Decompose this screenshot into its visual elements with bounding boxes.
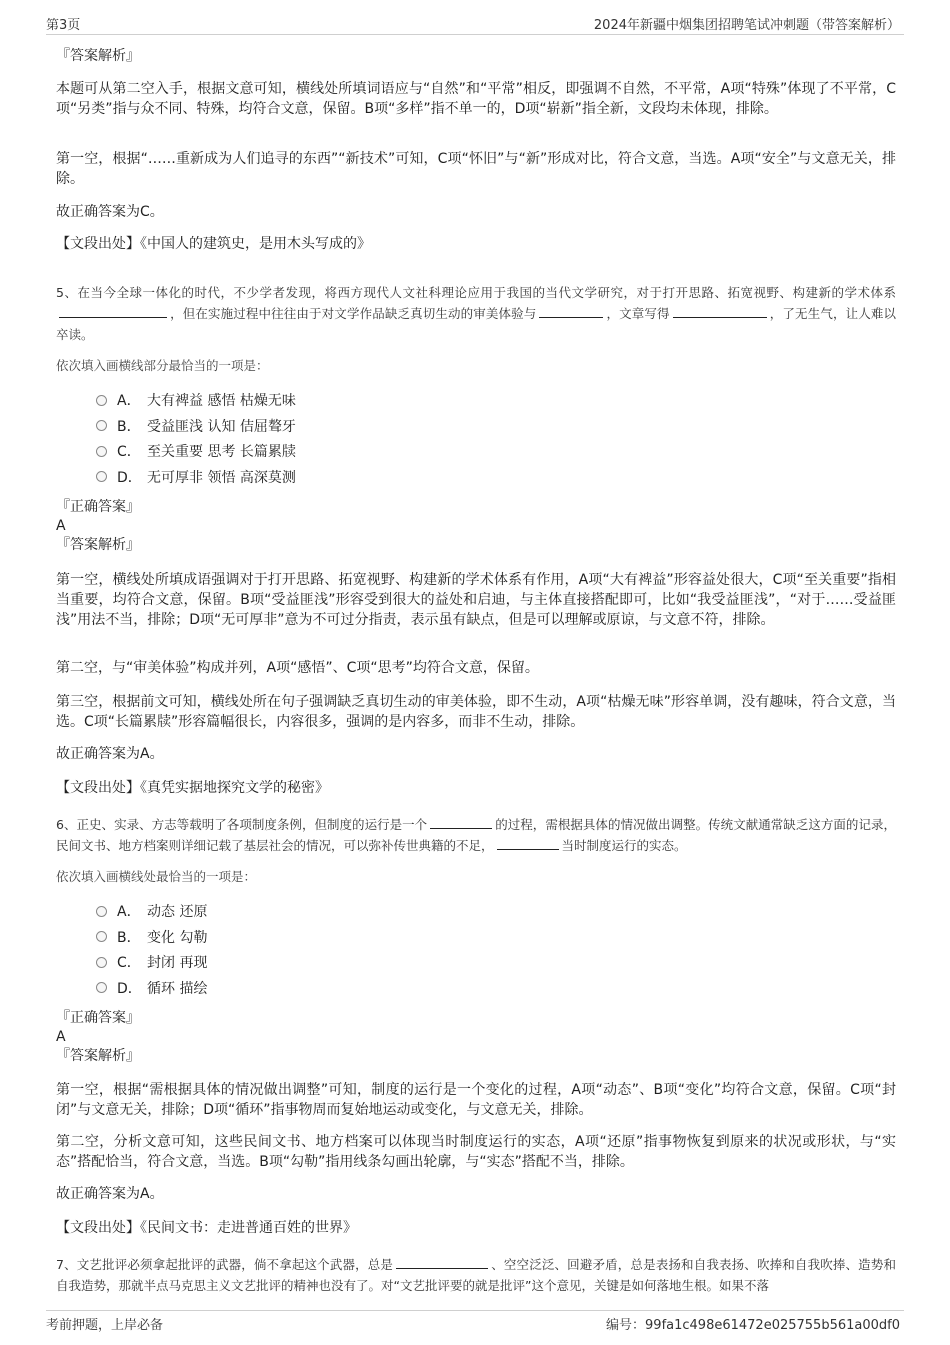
page-footer	[46, 1310, 904, 1333]
analysis-paragraph: 第二空，与“审美体验”构成并列，A项“感悟”、C项“思考”均符合文意，保留。	[56, 660, 539, 676]
question-text	[56, 1254, 896, 1296]
radio-button[interactable]	[96, 395, 107, 406]
analysis-paragraph: 本题可从第二空入手，根据文意可知，横线处所填词语应与“自然”和“平常”相反，即强调不自然，不平常，A项“特殊”体现了不平常，C项“另类”指与众不同、特殊，均符合文意，保留。B项“多样”指不单一的，D项“崭新”指全新，文段均未体现，排除。	[56, 81, 896, 117]
radio-button[interactable]	[96, 982, 107, 993]
q4-analysis-para-1	[56, 79, 896, 119]
radio-button[interactable]	[96, 446, 107, 457]
analysis-label: 『答案解析』	[56, 1048, 140, 1064]
question-prompt: 依次填入画横线处最恰当的一项是：	[56, 869, 257, 884]
q6-prompt	[56, 867, 896, 887]
q6-conclusion	[56, 1184, 896, 1204]
option-text: 大有裨益 感悟 枯燥无味	[147, 393, 296, 409]
option-letter: B．	[117, 418, 141, 435]
answer-blank	[539, 304, 603, 318]
q4-analysis	[56, 46, 896, 66]
option-c[interactable]	[96, 951, 936, 977]
question-text	[56, 814, 896, 856]
page-header	[46, 12, 904, 35]
option-a[interactable]	[96, 389, 936, 415]
conclusion-paragraph: 故正确答案为C。	[56, 204, 164, 220]
option-letter: D．	[117, 980, 142, 997]
answer-blank	[673, 304, 767, 318]
correct-answer-label: 『正确答案』	[56, 499, 140, 515]
option-b[interactable]	[96, 926, 936, 952]
source-citation: 【文段出处】《民间文书：走进普通百姓的世界》	[56, 1220, 357, 1236]
analysis-paragraph: 第三空，根据前文可知，横线处所在句子强调缺乏真切生动的审美体验，即不生动，A项“枯燥无味”形容单调，没有趣味，符合文意，当选。C项“长篇累牍”形容篇幅很长，内容很多，强调的是内容多，而非不生动，排除。	[56, 694, 896, 730]
analysis-label: 『答案解析』	[56, 537, 140, 553]
question-text-part: 、空空泛泛、回避矛盾，总是表扬和自我表扬、吹捧和自我吹捧、造势和自我造势，那就半点马克思主义文艺批评的精神也没有了。对“文艺批评要的就是批评”这个意见，关键是如何落地生根。如果不落	[56, 1257, 896, 1293]
q6-correct	[56, 1008, 896, 1066]
analysis-paragraph: 第一空，横线处所填成语强调对于打开思路、拓宽视野、构建新的学术体系有作用，A项“大有裨益”形容益处很大，C项“至关重要”指相当重要，均符合文意，保留。B项“受益匪浅”形容受到很大的益处和启迪，与主体直接搭配即可，比如“我受益匪浅”，“对于……受益匪浅”用法不当，排除；D项“无可厚非”意为不可过分指责，表示虽有缺点，但是可以理解或原谅，与文意不符，排除。	[56, 572, 896, 628]
analysis-label: 『答案解析』	[56, 48, 140, 64]
question-text-part: 6、正史、实录、方志等载明了各项制度条例，但制度的运行是一个	[56, 817, 428, 832]
option-d[interactable]	[96, 466, 936, 492]
q5-conclusion	[56, 744, 896, 764]
question-5	[56, 282, 896, 345]
analysis-paragraph: 第一空，根据“……重新成为人们追寻的东西”“新技术”可知，C项“怀旧”与“新”形成对比，符合文意，当选。A项“安全”与文意无关，排除。	[56, 151, 896, 187]
question-6	[56, 814, 896, 856]
option-letter: D．	[117, 469, 142, 486]
question-text-part: 7、文艺批评必须拿起批评的武器，倘不拿起这个武器，总是	[56, 1257, 394, 1272]
q5-analysis-para-3	[56, 692, 896, 732]
question-text-part: ，文章写得	[606, 306, 670, 321]
q6-analysis-para-2	[56, 1132, 896, 1172]
q5-source	[56, 778, 896, 798]
option-letter: B．	[117, 929, 141, 946]
question-text-part: ，但在实施过程中往往由于对文学作品缺乏真切生动的审美体验与	[170, 306, 537, 321]
q5-correct	[56, 497, 896, 555]
option-text: 变化 勾勒	[147, 929, 208, 946]
page-number: 第3页	[46, 18, 81, 33]
option-letter: A．	[117, 393, 141, 409]
correct-answer-label: 『正确答案』	[56, 1010, 140, 1026]
conclusion-paragraph: 故正确答案为A。	[56, 1186, 164, 1202]
q5-analysis-para-1	[56, 570, 896, 630]
correct-answer: A	[56, 1029, 66, 1045]
option-text: 受益匪浅 认知 佶屈聱牙	[147, 418, 296, 435]
q5-prompt	[56, 356, 896, 376]
analysis-paragraph: 第一空，根据“需根据具体的情况做出调整”可知，制度的运行是一个变化的过程，A项“动态”、B项“变化”均符合文意，保留。C项“封闭”与文意无关，排除；D项“循环”指事物周而复始地运动或变化，与文意无关，排除。	[56, 1082, 896, 1118]
answer-blank	[497, 836, 559, 850]
q4-source	[56, 234, 896, 254]
radio-button[interactable]	[96, 957, 107, 968]
document-title: 2024年新疆中烟集团招聘笔试冲刺题（带答案解析）	[593, 18, 900, 33]
radio-button[interactable]	[96, 931, 107, 942]
document-code	[606, 1314, 900, 1333]
q5-options	[96, 389, 936, 491]
option-letter: A．	[117, 904, 141, 920]
option-text: 至关重要 思考 长篇累牍	[147, 444, 296, 460]
option-letter: C．	[117, 955, 141, 971]
question-text-part: ，了无生气，让人难以卒读。	[56, 306, 896, 342]
code-value: 99fa1c498e61472e025755b561a00df0	[645, 1318, 900, 1333]
source-citation: 【文段出处】《中国人的建筑史，是用木头写成的》	[56, 236, 371, 252]
option-a[interactable]	[96, 900, 936, 926]
option-letter: C．	[117, 444, 141, 460]
question-prompt: 依次填入画横线部分最恰当的一项是：	[56, 358, 269, 373]
radio-button[interactable]	[96, 420, 107, 431]
question-7	[56, 1254, 896, 1296]
question-text-part: 的过程，需根据具体的情况做出调整。传统文献通常缺乏这方面的记录，民间文书、地方档案则详细记载了基层社会的情况，可以弥补传世典籍的不足，	[56, 817, 896, 853]
answer-blank	[59, 304, 167, 318]
footer-slogan: 考前押题，上岸必备	[46, 1318, 164, 1333]
q6-source	[56, 1218, 896, 1238]
question-text	[56, 282, 896, 345]
q4-analysis-para-2	[56, 149, 896, 189]
option-text: 封闭 再现	[147, 955, 208, 971]
code-label: 编号：	[606, 1318, 646, 1333]
conclusion-paragraph: 故正确答案为A。	[56, 746, 164, 762]
question-text-part: 当时制度运行的实态。	[561, 838, 687, 853]
question-text-part: 5、在当今全球一体化的时代，不少学者发现，将西方现代人文社科理论应用于我国的当代文学研究，对于打开思路、拓宽视野、构建新的学术体系	[56, 285, 896, 300]
q4-conclusion	[56, 202, 896, 222]
q6-analysis-para-1	[56, 1080, 896, 1120]
answer-blank	[396, 1255, 488, 1269]
radio-button[interactable]	[96, 471, 107, 482]
option-d[interactable]	[96, 977, 936, 1003]
answer-blank	[430, 815, 492, 829]
option-b[interactable]	[96, 415, 936, 441]
q5-analysis-para-2	[56, 658, 896, 678]
q6-options	[96, 900, 936, 1002]
option-text: 循环 描绘	[147, 980, 208, 997]
option-c[interactable]	[96, 440, 936, 466]
option-text: 动态 还原	[147, 904, 208, 920]
option-text: 无可厚非 领悟 高深莫测	[147, 469, 296, 486]
radio-button[interactable]	[96, 906, 107, 917]
analysis-paragraph: 第二空，分析文意可知，这些民间文书、地方档案可以体现当时制度运行的实态，A项“还原”指事物恢复到原来的状况或形状，与“实态”搭配恰当，符合文意，当选。B项“勾勒”指用线条勾画出轮廓，与“实态”搭配不当，排除。	[56, 1134, 896, 1170]
source-citation: 【文段出处】《真凭实据地探究文学的秘密》	[56, 780, 329, 796]
correct-answer: A	[56, 518, 66, 534]
